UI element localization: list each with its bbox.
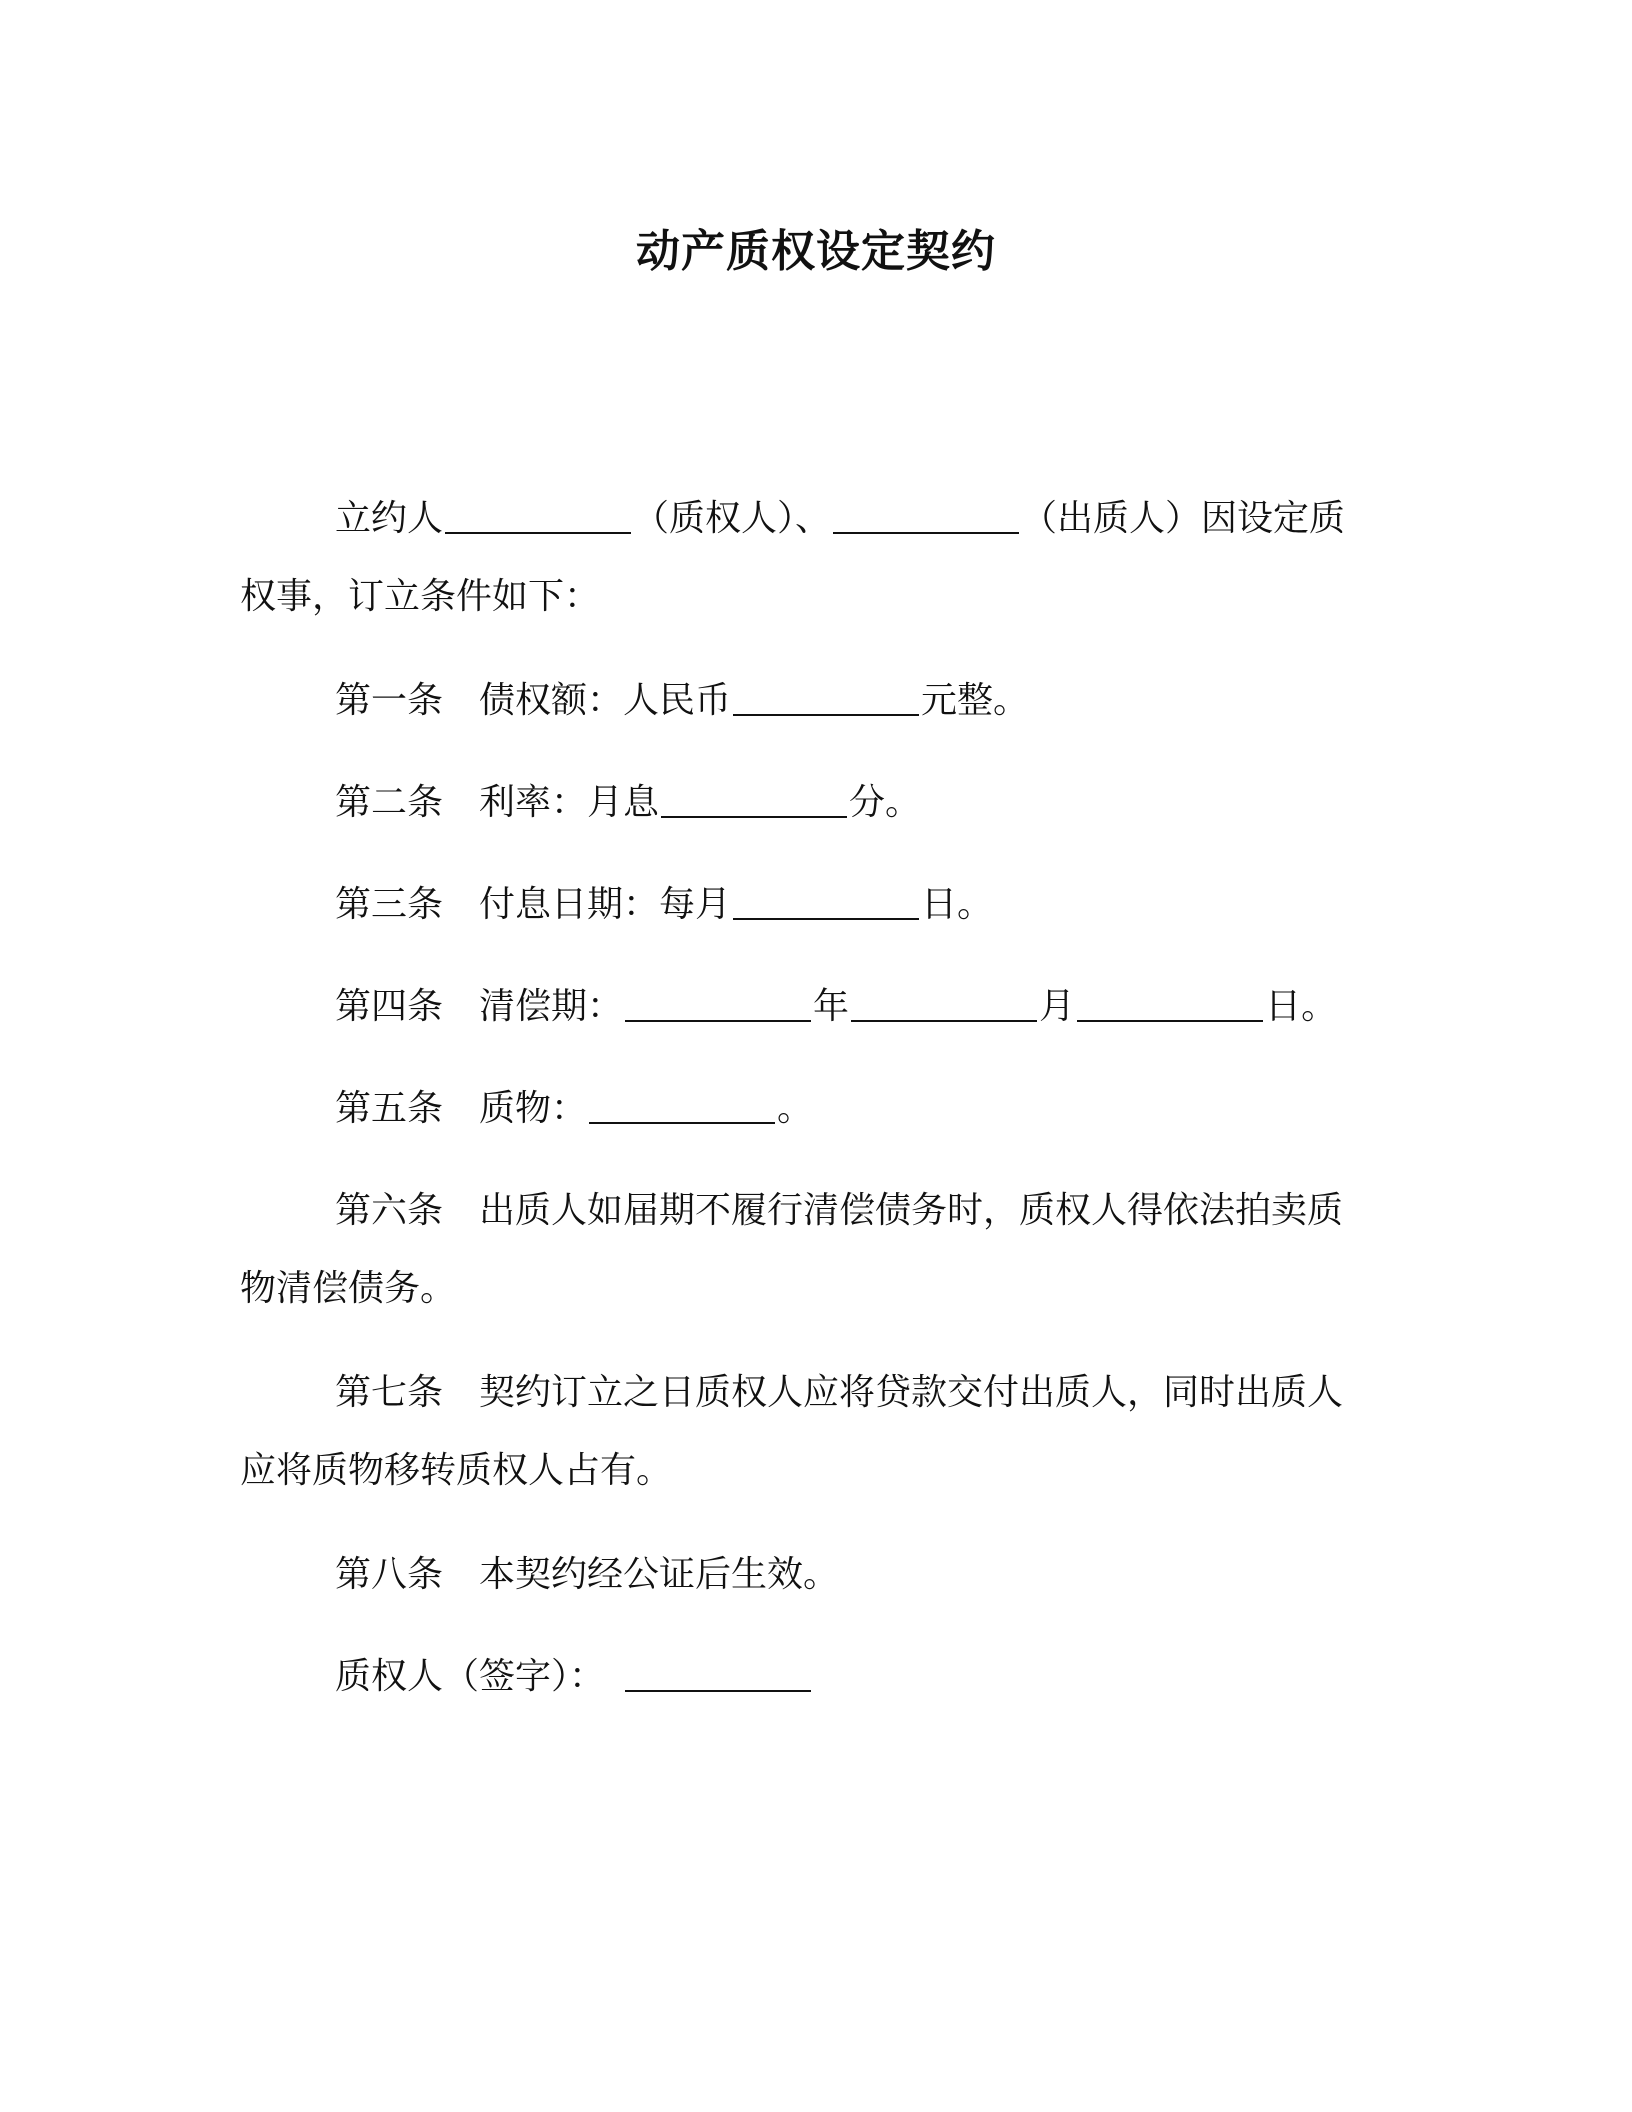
article-1-text-1: 债权额：人民币 (479, 680, 732, 721)
signature-blank[interactable] (625, 1660, 811, 1692)
article-3-text-2: 日。 (921, 884, 994, 925)
article-2-label: 第二条 (335, 782, 444, 823)
pledgor-blank[interactable] (833, 502, 1019, 534)
article-5-label: 第五条 (335, 1088, 444, 1129)
article-8 (240, 1536, 1475, 1614)
article-3 (240, 866, 1475, 944)
intro-text-1: 立约人 (335, 498, 444, 539)
article-5-text-2: 。 (777, 1088, 814, 1129)
article-7-line-2: 应将质物移转质权人占有。 (240, 1450, 673, 1491)
article-4 (240, 968, 1475, 1046)
article-2 (240, 764, 1475, 842)
article-6-line-1: 出质人如届期不履行清偿债务时，质权人得依法拍卖质 (479, 1190, 1344, 1231)
article-1-label: 第一条 (335, 680, 444, 721)
intro-text-3: （出质人）因设定质 (1021, 498, 1346, 539)
article-4-text-2: 年 (813, 986, 850, 1027)
article-2-text-2: 分。 (849, 782, 922, 823)
article-6-line-2: 物清偿债务。 (240, 1268, 457, 1309)
article-1-text-2: 元整。 (921, 680, 1030, 721)
year-blank[interactable] (625, 990, 811, 1022)
article-8-label: 第八条 (335, 1554, 444, 1595)
collateral-blank[interactable] (589, 1092, 775, 1124)
article-2-text-1: 利率：月息 (479, 782, 660, 823)
article-8-text: 本契约经公证后生效。 (479, 1554, 840, 1595)
article-4-text-4: 日。 (1265, 986, 1338, 1027)
article-3-label: 第三条 (335, 884, 444, 925)
signature-line (240, 1638, 1475, 1716)
article-7-label: 第七条 (335, 1372, 444, 1413)
article-1 (240, 662, 1475, 740)
article-4-text-3: 月 (1039, 986, 1076, 1027)
pledgee-blank[interactable] (445, 502, 631, 534)
intro-text-2: （质权人）、 (633, 498, 832, 539)
amount-blank[interactable] (733, 684, 919, 716)
day-blank[interactable] (1077, 990, 1263, 1022)
intro-line-1 (240, 480, 1475, 558)
article-5-text-1: 质物： (479, 1088, 588, 1129)
article-6 (240, 1172, 1475, 1250)
article-5 (240, 1070, 1475, 1148)
signature-label: 质权人（签字）： (335, 1656, 606, 1697)
article-6-label: 第六条 (335, 1190, 444, 1231)
intro-line-2: 权事，订立条件如下： (240, 576, 601, 617)
article-3-text-1: 付息日期：每月 (479, 884, 732, 925)
payment-day-blank[interactable] (733, 888, 919, 920)
article-7 (240, 1354, 1475, 1432)
article-4-text-1: 清偿期： (479, 986, 624, 1027)
interest-blank[interactable] (661, 786, 847, 818)
month-blank[interactable] (851, 990, 1037, 1022)
article-7-line-1: 契约订立之日质权人应将贷款交付出质人，同时出质人 (479, 1372, 1344, 1413)
document-title: 动产质权设定契约 (636, 226, 996, 277)
article-4-label: 第四条 (335, 986, 444, 1027)
